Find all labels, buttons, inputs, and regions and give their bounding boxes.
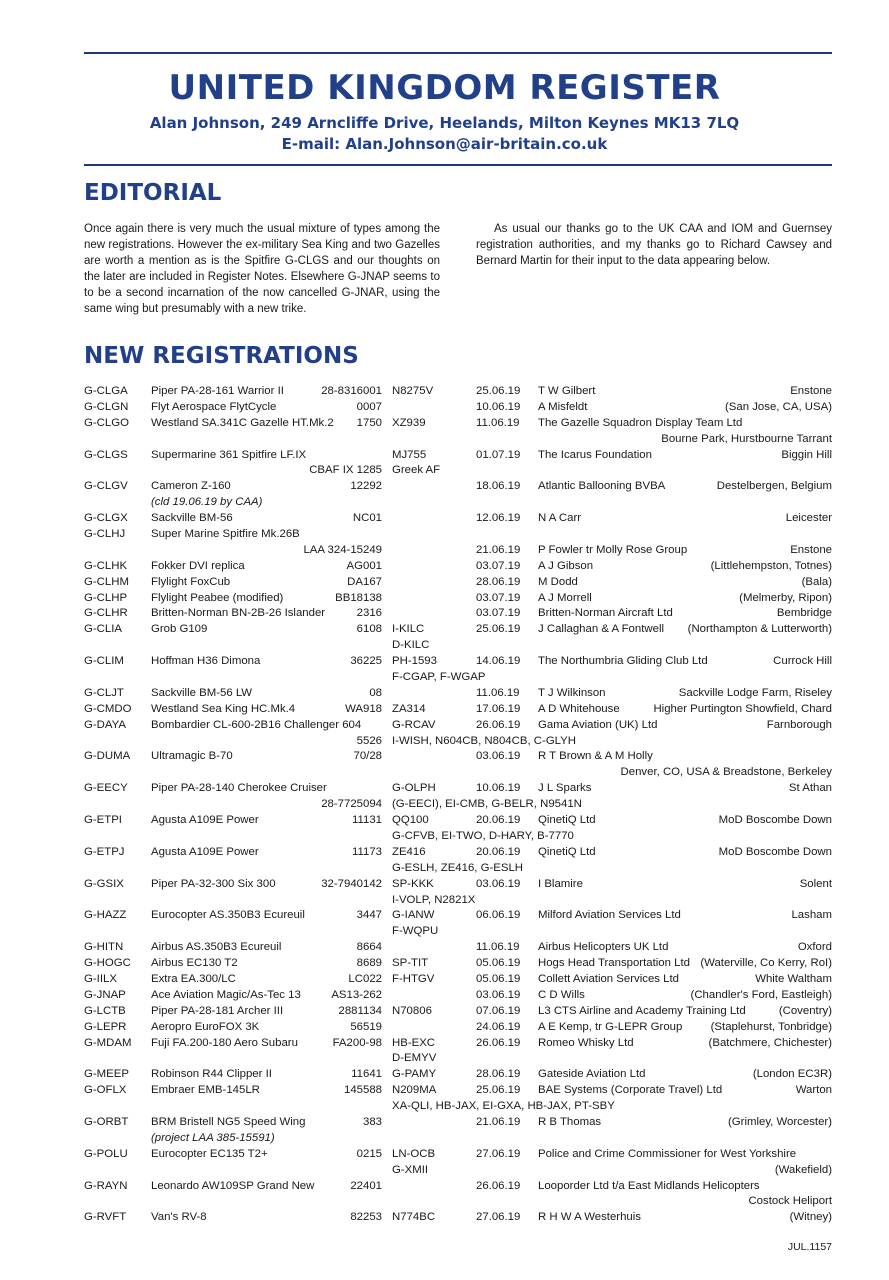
registration-mark: G-IILX <box>84 972 117 985</box>
registration-mark: G-CMDO <box>84 702 132 715</box>
registration-mark: G-CLJT <box>84 686 124 699</box>
construction-number: 12292 <box>350 480 382 493</box>
owner-name: A E Kemp, tr G-LEPR Group <box>538 1020 683 1033</box>
previous-identity: SP-TIT <box>392 957 429 970</box>
previous-identity: G-RCAV <box>392 718 436 731</box>
registration-row <box>84 1067 832 1083</box>
registration-row <box>84 845 832 877</box>
registration-mark: G-CLGN <box>84 400 129 413</box>
registration-mark: G-CLHR <box>84 607 128 620</box>
owner-name: Hogs Head Transportation Ltd <box>538 957 690 970</box>
aircraft-type: Agusta A109E Power <box>151 814 259 827</box>
registration-date: 21.06.19 <box>476 543 521 556</box>
registration-row <box>84 511 832 527</box>
registration-row <box>84 622 832 654</box>
registration-date: 20.06.19 <box>476 845 521 858</box>
owner-location: Higher Purtington Showfield, Chard <box>653 702 832 715</box>
registration-row <box>84 686 832 702</box>
registration-row <box>84 781 832 813</box>
owner-name: A D Whitehouse <box>538 702 620 715</box>
construction-number: 56519 <box>350 1020 382 1033</box>
owner-name: Airbus Helicopters UK Ltd <box>538 941 669 954</box>
owner-name: T J Wilkinson <box>538 686 606 699</box>
registration-mark: G-MEEP <box>84 1068 129 1081</box>
registration-mark: G-ETPI <box>84 814 122 827</box>
aircraft-type: Airbus EC130 T2 <box>151 957 238 970</box>
registration-date: 26.06.19 <box>476 1179 521 1192</box>
owner-name: J Callaghan & A Fontwell <box>538 623 665 636</box>
previous-identity: QQ100 <box>392 814 429 827</box>
owner-name: J L Sparks <box>538 782 592 795</box>
owner-location: (Chandler's Ford, Eastleigh) <box>690 988 832 1001</box>
aircraft-type: Leonardo AW109SP Grand New <box>151 1179 315 1192</box>
owner-name: A J Morrell <box>538 591 592 604</box>
registration-row <box>84 416 832 448</box>
owner-location: Solent <box>799 877 832 890</box>
construction-number: BB18138 <box>335 591 382 604</box>
registration-mark: G-CLGV <box>84 480 128 493</box>
construction-number: 8664 <box>356 941 382 954</box>
registration-mark: G-CLIA <box>84 623 122 636</box>
aircraft-type: Extra EA.300/LC <box>151 972 236 985</box>
registration-date: 27.06.19 <box>476 1147 521 1160</box>
owner-name: M Dodd <box>538 575 578 588</box>
owner-location: Enstone <box>790 543 832 556</box>
owner-location: Biggin Hill <box>781 448 832 461</box>
top-rule <box>84 52 832 54</box>
registration-row <box>84 591 832 607</box>
aircraft-type: Grob G109 <box>151 623 208 636</box>
owner-location: Bourne Park, Hurstbourne Tarrant <box>661 432 832 445</box>
previous-identity: ZA314 <box>392 702 426 715</box>
owner-location: MoD Boscombe Down <box>718 814 832 827</box>
owner-name: N A Carr <box>538 512 582 525</box>
registration-date: 03.07.19 <box>476 559 521 572</box>
registration-date: 11.06.19 <box>476 941 520 954</box>
previous-identity: G-XMII <box>392 1163 429 1176</box>
registration-date: 11.06.19 <box>476 416 520 429</box>
construction-number: 2316 <box>356 607 382 620</box>
aircraft-type: Flylight Peabee (modified) <box>151 591 284 604</box>
registration-row <box>84 972 832 988</box>
previous-identity: Greek AF <box>392 464 441 477</box>
construction-number: LAA 324-15249 <box>303 543 382 556</box>
registration-date: 11.06.19 <box>476 686 520 699</box>
previous-identity: I-KILC <box>392 623 425 636</box>
registrations-heading: NEW REGISTRATIONS <box>84 343 359 369</box>
aircraft-type: Fuji FA.200-180 Aero Subaru <box>151 1036 298 1049</box>
registration-row <box>84 877 832 909</box>
owner-location: (Grimley, Worcester) <box>728 1115 832 1128</box>
owner-name: Gama Aviation (UK) Ltd <box>538 718 658 731</box>
previous-identity: G-PAMY <box>392 1068 437 1081</box>
registration-date: 10.06.19 <box>476 400 521 413</box>
registration-mark: G-LCTB <box>84 1004 126 1017</box>
previous-identity: D-KILC <box>392 639 430 652</box>
aircraft-type: BRM Bristell NG5 Speed Wing <box>151 1115 306 1128</box>
owner-location: White Waltham <box>755 972 832 985</box>
previous-identity: F-CGAP, F-WGAP <box>392 671 486 684</box>
aircraft-type: Airbus AS.350B3 Ecureuil <box>151 941 282 954</box>
previous-identity: XA-QLI, HB-JAX, EI-GXA, HB-JAX, PT-SBY <box>392 1100 615 1113</box>
construction-number: 11641 <box>351 1068 382 1081</box>
registration-date: 14.06.19 <box>476 655 521 668</box>
registration-row <box>84 702 832 718</box>
construction-number: CBAF IX 1285 <box>309 464 382 477</box>
construction-number: 28-8316001 <box>321 385 382 397</box>
editorial-heading: EDITORIAL <box>84 180 222 206</box>
construction-number: LC022 <box>348 972 382 985</box>
owner-name: Collett Aviation Services Ltd <box>538 972 679 985</box>
header-bottom-rule <box>84 164 832 166</box>
owner-name: R T Brown & A M Holly <box>538 750 653 763</box>
owner-name: Britten-Norman Aircraft Ltd <box>538 607 673 620</box>
page-title: UNITED KINGDOM REGISTER <box>168 68 721 108</box>
registration-mark: G-CLGO <box>84 416 129 429</box>
aircraft-type: Bombardier CL-600-2B16 Challenger 604 <box>151 718 362 731</box>
page-reference: JUL.1157 <box>787 1241 832 1253</box>
registration-row <box>84 908 832 940</box>
owner-location: (London EC3R) <box>752 1068 832 1081</box>
aircraft-type: Westland Sea King HC.Mk.4 <box>151 702 296 715</box>
owner-name: Gateside Aviation Ltd <box>538 1068 646 1081</box>
aircraft-type: Fokker DVI replica <box>151 559 245 572</box>
previous-identity: N8275V <box>392 385 434 397</box>
owner-location: MoD Boscombe Down <box>718 845 832 858</box>
construction-number: 383 <box>362 1115 382 1128</box>
owner-name: Looporder Ltd t/a East Midlands Helicopters <box>538 1179 760 1192</box>
owner-name: Romeo Whisky Ltd <box>538 1036 634 1049</box>
registration-row <box>84 448 832 480</box>
aircraft-type: Super Marine Spitfire Mk.26B <box>151 528 300 541</box>
owner-location: (Coventry) <box>778 1004 832 1017</box>
previous-identity: G-CFVB, EI-TWO, D-HARY, B-7770 <box>392 829 574 842</box>
owner-location: Farnborough <box>766 718 832 731</box>
editorial-left-column: Once again there is very much the usual mixture of types among the new registrations. However the ex-military Sea King and two Gazelles are worth a mention as is the Spitfire G-CLGS and our thoughts on the later are included in Register Notes. Elsewhere G-JNAP seems to to be a second incarnation of the now cancelled G-JNAR, using the same wing but presumably with a new trike. <box>84 223 440 315</box>
owner-name: T W Gilbert <box>538 385 596 397</box>
registration-row <box>84 956 832 972</box>
registration-row <box>84 749 832 781</box>
owner-location: (San Jose, CA, USA) <box>725 400 832 413</box>
registration-mark: G-CLHJ <box>84 528 126 541</box>
construction-number: AG001 <box>346 559 382 572</box>
construction-number: 36225 <box>350 655 382 668</box>
previous-identity: D-EMYV <box>392 1052 437 1065</box>
aircraft-type: Piper PA-28-140 Cherokee Cruiser <box>151 782 327 795</box>
registration-mark: G-DUMA <box>84 750 131 763</box>
registration-mark: G-RAYN <box>84 1179 128 1192</box>
registration-mark: G-MDAM <box>84 1036 132 1049</box>
registration-mark: G-CLGA <box>84 385 128 397</box>
email-line: E-mail: Alan.Johnson@air-britain.co.uk <box>281 135 608 153</box>
owner-location: Enstone <box>790 385 832 397</box>
registration-date: 28.06.19 <box>476 1068 521 1081</box>
owner-location: (Witney) <box>789 1211 832 1224</box>
registration-row <box>84 1083 832 1115</box>
construction-number: 0215 <box>356 1147 382 1160</box>
construction-number: 3447 <box>356 909 382 922</box>
construction-number: WA918 <box>345 702 382 715</box>
registration-row <box>84 1179 832 1211</box>
owner-location: (Batchmere, Chichester) <box>708 1036 832 1049</box>
registration-mark: G-LEPR <box>84 1020 127 1033</box>
registration-mark: G-HITN <box>84 941 124 954</box>
owner-location: Leicester <box>785 512 832 525</box>
construction-number: 0007 <box>356 400 382 413</box>
aircraft-type: Sackville BM-56 LW <box>151 686 253 699</box>
construction-number: 32-7940142 <box>321 877 382 890</box>
owner-name: A J Gibson <box>538 559 594 572</box>
registration-date: 24.06.19 <box>476 1020 521 1033</box>
aircraft-type: Agusta A109E Power <box>151 845 259 858</box>
owner-location: St Athan <box>788 782 832 795</box>
registration-row <box>84 1210 832 1226</box>
owner-name: Milford Aviation Services Ltd <box>538 909 681 922</box>
registration-date: 27.06.19 <box>476 1211 521 1224</box>
aircraft-type: Aeropro EuroFOX 3K <box>151 1020 260 1033</box>
owner-name: Police and Crime Commissioner for West Yorkshire <box>538 1147 797 1160</box>
owner-name: R H W A Westerhuis <box>538 1211 641 1224</box>
registration-row <box>84 1004 832 1020</box>
registration-date: 21.06.19 <box>476 1115 521 1128</box>
registration-row <box>84 384 832 400</box>
registration-mark: G-HAZZ <box>84 909 127 922</box>
registration-row <box>84 940 832 956</box>
registration-note: (project LAA 385-15591) <box>151 1131 275 1144</box>
owner-name: Atlantic Ballooning BVBA <box>538 480 666 493</box>
registration-mark: G-ORBT <box>84 1115 129 1128</box>
registration-mark: G-GSIX <box>84 877 124 890</box>
registration-date: 03.06.19 <box>476 988 521 1001</box>
previous-identity: XZ939 <box>392 416 426 429</box>
previous-identity: N70806 <box>392 1004 432 1017</box>
registration-row <box>84 1036 832 1068</box>
owner-name: QinetiQ Ltd <box>538 814 596 827</box>
aircraft-type: Hoffman H36 Dimona <box>151 655 261 668</box>
aircraft-type: Piper PA-32-300 Six 300 <box>151 877 276 890</box>
registration-note: (cld 19.06.19 by CAA) <box>151 496 263 509</box>
registration-row <box>84 1115 832 1147</box>
aircraft-type: Eurocopter AS.350B3 Ecureuil <box>151 909 305 922</box>
registration-mark: G-ETPJ <box>84 845 125 858</box>
previous-identity: I-WISH, N604CB, N804CB, C-GLYH <box>392 734 576 747</box>
construction-number: 145588 <box>343 1084 382 1097</box>
registration-row <box>84 988 832 1004</box>
previous-identity: HB-EXC <box>392 1036 436 1049</box>
aircraft-type: Flylight FoxCub <box>151 575 231 588</box>
registration-row <box>84 1147 832 1179</box>
construction-number: 5526 <box>356 734 382 747</box>
owner-name: The Northumbria Gliding Club Ltd <box>538 655 708 668</box>
previous-identity: N209MA <box>392 1084 437 1097</box>
previous-identity: I-VOLP, N2821X <box>392 893 476 906</box>
previous-identity: (G-EECI), EI-CMB, G-BELR, N9541N <box>392 798 582 811</box>
registration-mark: G-JNAP <box>84 988 126 1001</box>
aircraft-type: Sackville BM-56 <box>151 512 233 525</box>
editorial-right-column: As usual our thanks go to the UK CAA and IOM and Guernsey registration authorities, and my thanks go to Richard Cawsey and Bernard Martin for their input to the data appearing below. <box>476 223 832 267</box>
owner-name: A Misfeldt <box>538 400 588 413</box>
aircraft-type: Cameron Z-160 <box>151 480 231 493</box>
owner-name: The Icarus Foundation <box>538 448 652 461</box>
owner-location: (Waterville, Co Kerry, RoI) <box>700 957 832 970</box>
owner-name: The Gazelle Squadron Display Team Ltd <box>538 416 743 429</box>
owner-location: (Melmerby, Ripon) <box>739 591 832 604</box>
previous-identity: LN-OCB <box>392 1147 436 1160</box>
registration-row <box>84 606 832 622</box>
registration-mark: G-RVFT <box>84 1211 127 1224</box>
registration-mark: G-CLIM <box>84 655 124 668</box>
owner-location: Currock Hill <box>773 655 832 668</box>
owner-location: Sackville Lodge Farm, Riseley <box>678 686 832 699</box>
previous-identity: SP-KKK <box>392 877 434 890</box>
owner-name: P Fowler tr Molly Rose Group <box>538 543 688 556</box>
owner-location: (Wakefield) <box>774 1163 832 1176</box>
construction-number: 22401 <box>350 1179 382 1192</box>
owner-name: R B Thomas <box>538 1115 602 1128</box>
aircraft-type: Westland SA.341C Gazelle HT.Mk.2 <box>151 416 334 429</box>
registration-date: 10.06.19 <box>476 782 521 795</box>
owner-location: (Staplehurst, Tonbridge) <box>710 1020 832 1033</box>
construction-number: FA200-98 <box>332 1036 382 1049</box>
registration-mark: G-DAYA <box>84 718 126 731</box>
registration-mark: G-CLGX <box>84 512 128 525</box>
previous-identity: G-OLPH <box>392 782 436 795</box>
owner-location: Warton <box>795 1084 832 1097</box>
registration-row <box>84 813 832 845</box>
owner-location: Bembridge <box>776 607 832 620</box>
construction-number: 11131 <box>352 814 382 827</box>
registration-row <box>84 527 832 559</box>
owner-location: (Bala) <box>801 575 832 588</box>
aircraft-type: Ultramagic B-70 <box>151 750 233 763</box>
registration-date: 26.06.19 <box>476 1036 521 1049</box>
registration-date: 06.06.19 <box>476 909 521 922</box>
construction-number: 28-7725094 <box>321 798 382 811</box>
registration-mark: G-CLHK <box>84 559 128 572</box>
previous-identity: ZE416 <box>392 845 426 858</box>
owner-location: Destelbergen, Belgium <box>716 480 832 493</box>
registration-date: 07.06.19 <box>476 1004 521 1017</box>
owner-name: L3 CTS Airline and Academy Training Ltd <box>538 1004 746 1017</box>
registration-row <box>84 718 832 750</box>
registration-mark: G-HOGC <box>84 957 131 970</box>
registration-row <box>84 654 832 686</box>
registration-mark: G-OFLX <box>84 1084 127 1097</box>
owner-location: (Littlehempston, Totnes) <box>710 559 832 572</box>
previous-identity: F-HTGV <box>392 972 435 985</box>
construction-number: DA167 <box>347 575 382 588</box>
construction-number: 08 <box>369 686 382 699</box>
construction-number: 11173 <box>352 845 382 858</box>
aircraft-type: Embraer EMB-145LR <box>151 1084 260 1097</box>
owner-location: (Northampton & Lutterworth) <box>687 623 832 636</box>
registration-date: 05.06.19 <box>476 972 521 985</box>
registration-date: 03.06.19 <box>476 750 521 763</box>
owner-name: QinetiQ Ltd <box>538 845 596 858</box>
previous-identity: MJ755 <box>392 448 427 461</box>
owner-name: C D Wills <box>538 988 585 1001</box>
owner-location: Lasham <box>791 909 832 922</box>
registration-date: 25.06.19 <box>476 623 521 636</box>
registration-date: 05.06.19 <box>476 957 521 970</box>
registration-mark: G-CLHM <box>84 575 129 588</box>
owner-location: Costock Heliport <box>748 1195 832 1208</box>
aircraft-type: Robinson R44 Clipper II <box>151 1068 272 1081</box>
construction-number: 2881134 <box>338 1004 382 1017</box>
registration-row <box>84 479 832 511</box>
aircraft-type: Ace Aviation Magic/As-Tec 13 <box>151 988 301 1001</box>
aircraft-type: Piper PA-28-161 Warrior II <box>151 385 284 397</box>
previous-identity: G-ESLH, ZE416, G-ESLH <box>392 861 524 874</box>
registration-date: 03.07.19 <box>476 591 521 604</box>
aircraft-type: Van's RV-8 <box>151 1211 207 1224</box>
registration-date: 03.06.19 <box>476 877 521 890</box>
construction-number: 1750 <box>356 416 382 429</box>
owner-location: Oxford <box>797 941 832 954</box>
aircraft-type: Piper PA-28-181 Archer III <box>151 1004 284 1017</box>
construction-number: 6108 <box>356 623 382 636</box>
aircraft-type: Supermarine 361 Spitfire LF.IX <box>151 448 307 461</box>
aircraft-type: Eurocopter EC135 T2+ <box>151 1147 268 1160</box>
registration-date: 25.06.19 <box>476 385 521 397</box>
registration-mark: G-CLHP <box>84 591 128 604</box>
construction-number: AS13-262 <box>331 988 382 1001</box>
author-line: Alan Johnson, 249 Arncliffe Drive, Heelands, Milton Keynes MK13 7LQ <box>149 114 740 132</box>
construction-number: 8689 <box>356 957 382 970</box>
registrations-table <box>84 384 832 1226</box>
registration-mark: G-POLU <box>84 1147 128 1160</box>
registration-date: 01.07.19 <box>476 448 521 461</box>
registration-mark: G-CLGS <box>84 448 128 461</box>
registration-date: 28.06.19 <box>476 575 521 588</box>
registration-date: 25.06.19 <box>476 1084 521 1097</box>
registration-date: 18.06.19 <box>476 480 521 493</box>
registration-date: 20.06.19 <box>476 814 521 827</box>
aircraft-type: Flyt Aerospace FlytCycle <box>151 400 277 413</box>
owner-name: BAE Systems (Corporate Travel) Ltd <box>538 1084 723 1097</box>
registration-date: 12.06.19 <box>476 512 521 525</box>
aircraft-type: Britten-Norman BN-2B-26 Islander <box>151 607 326 620</box>
registration-row <box>84 1020 832 1036</box>
registration-mark: G-EECY <box>84 782 128 795</box>
construction-number: NC01 <box>352 512 382 525</box>
registration-row <box>84 559 832 575</box>
previous-identity: F-WQPU <box>392 925 439 938</box>
registration-date: 17.06.19 <box>476 702 521 715</box>
previous-identity: N774BC <box>392 1211 436 1224</box>
registration-date: 26.06.19 <box>476 718 521 731</box>
construction-number: 70/28 <box>353 750 382 763</box>
owner-location: Denver, CO, USA & Breadstone, Berkeley <box>620 766 832 779</box>
registration-date: 03.07.19 <box>476 607 521 620</box>
previous-identity: G-IANW <box>392 909 435 922</box>
construction-number: 82253 <box>350 1211 382 1224</box>
owner-name: I Blamire <box>538 877 583 890</box>
registration-row <box>84 575 832 591</box>
registration-row <box>84 400 832 416</box>
previous-identity: PH-1593 <box>392 655 437 668</box>
